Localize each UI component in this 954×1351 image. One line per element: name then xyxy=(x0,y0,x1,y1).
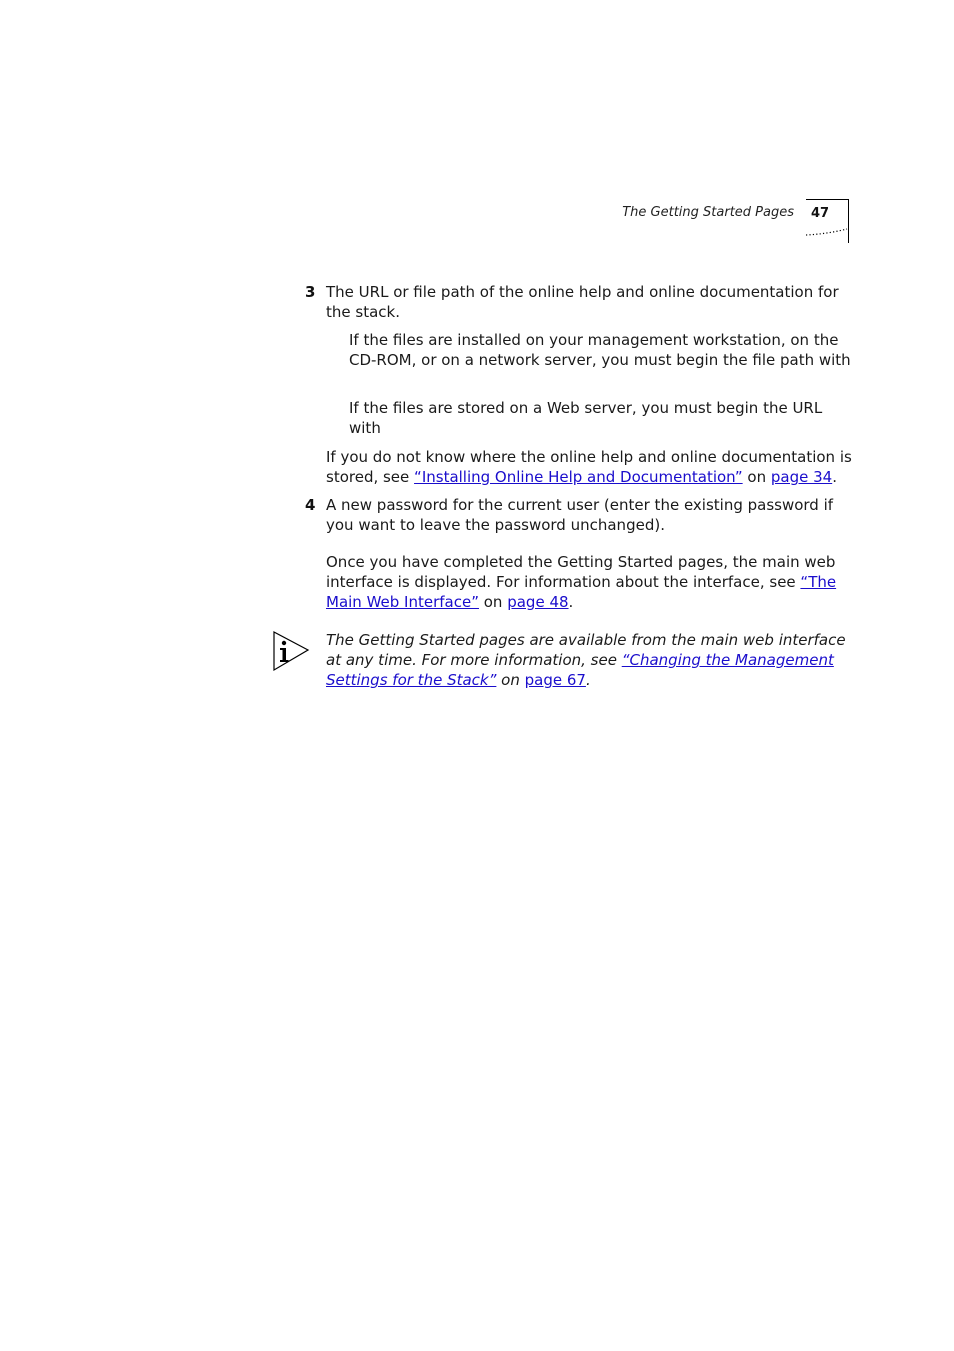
link-installing-online-help[interactable]: “Installing Online Help and Documentation” xyxy=(414,468,743,486)
step-3-indent-web-url: If the files are stored on a Web server, you must begin the URL with xyxy=(349,399,823,437)
text-run: . xyxy=(568,593,574,611)
text-run: on xyxy=(478,593,508,611)
link-page-48[interactable]: page 48 xyxy=(507,593,569,611)
link-main-web-interface[interactable]: “The Main Web Interface” xyxy=(326,573,837,611)
step-3-paragraph xyxy=(326,447,856,487)
header-dots-decoration xyxy=(805,228,849,238)
text-run: on xyxy=(742,468,771,486)
step-4-number: 4 xyxy=(305,496,316,514)
step-4-paragraph xyxy=(326,552,856,612)
header-title: The Getting Started Pages xyxy=(622,205,794,220)
link-page-67[interactable]: page 67 xyxy=(524,671,586,689)
text-run: If you do not know where the online help and online documentation is stored, see xyxy=(326,448,852,486)
link-changing-management-settings[interactable]: “Changing the Management Settings for the Stack” xyxy=(326,651,834,689)
text-run: Once you have completed the Getting Started pages, the main web interface is displayed. For information about the interface, see xyxy=(326,553,836,591)
step-4-text: A new password for the current user (enter the existing password if you want to leave the password unchanged). xyxy=(326,496,834,534)
info-icon xyxy=(272,630,310,672)
page-number: 47 xyxy=(811,206,830,221)
step-3-text: The URL or file path of the online help and online documentation for the stack. xyxy=(326,283,839,321)
text-run: The Getting Started pages are available from the main web interface at any time. For more information, see xyxy=(326,631,846,669)
text-run: . xyxy=(832,468,837,486)
link-page-34[interactable]: page 34 xyxy=(770,468,833,486)
step-3-number: 3 xyxy=(305,283,316,301)
text-run: . xyxy=(585,671,591,689)
text-run: on xyxy=(496,671,525,689)
step-3-indent-local-path: If the files are installed on your management workstation, on the CD-ROM, or on a network server, you must begin the file path with xyxy=(349,331,851,369)
note-text xyxy=(326,630,856,690)
